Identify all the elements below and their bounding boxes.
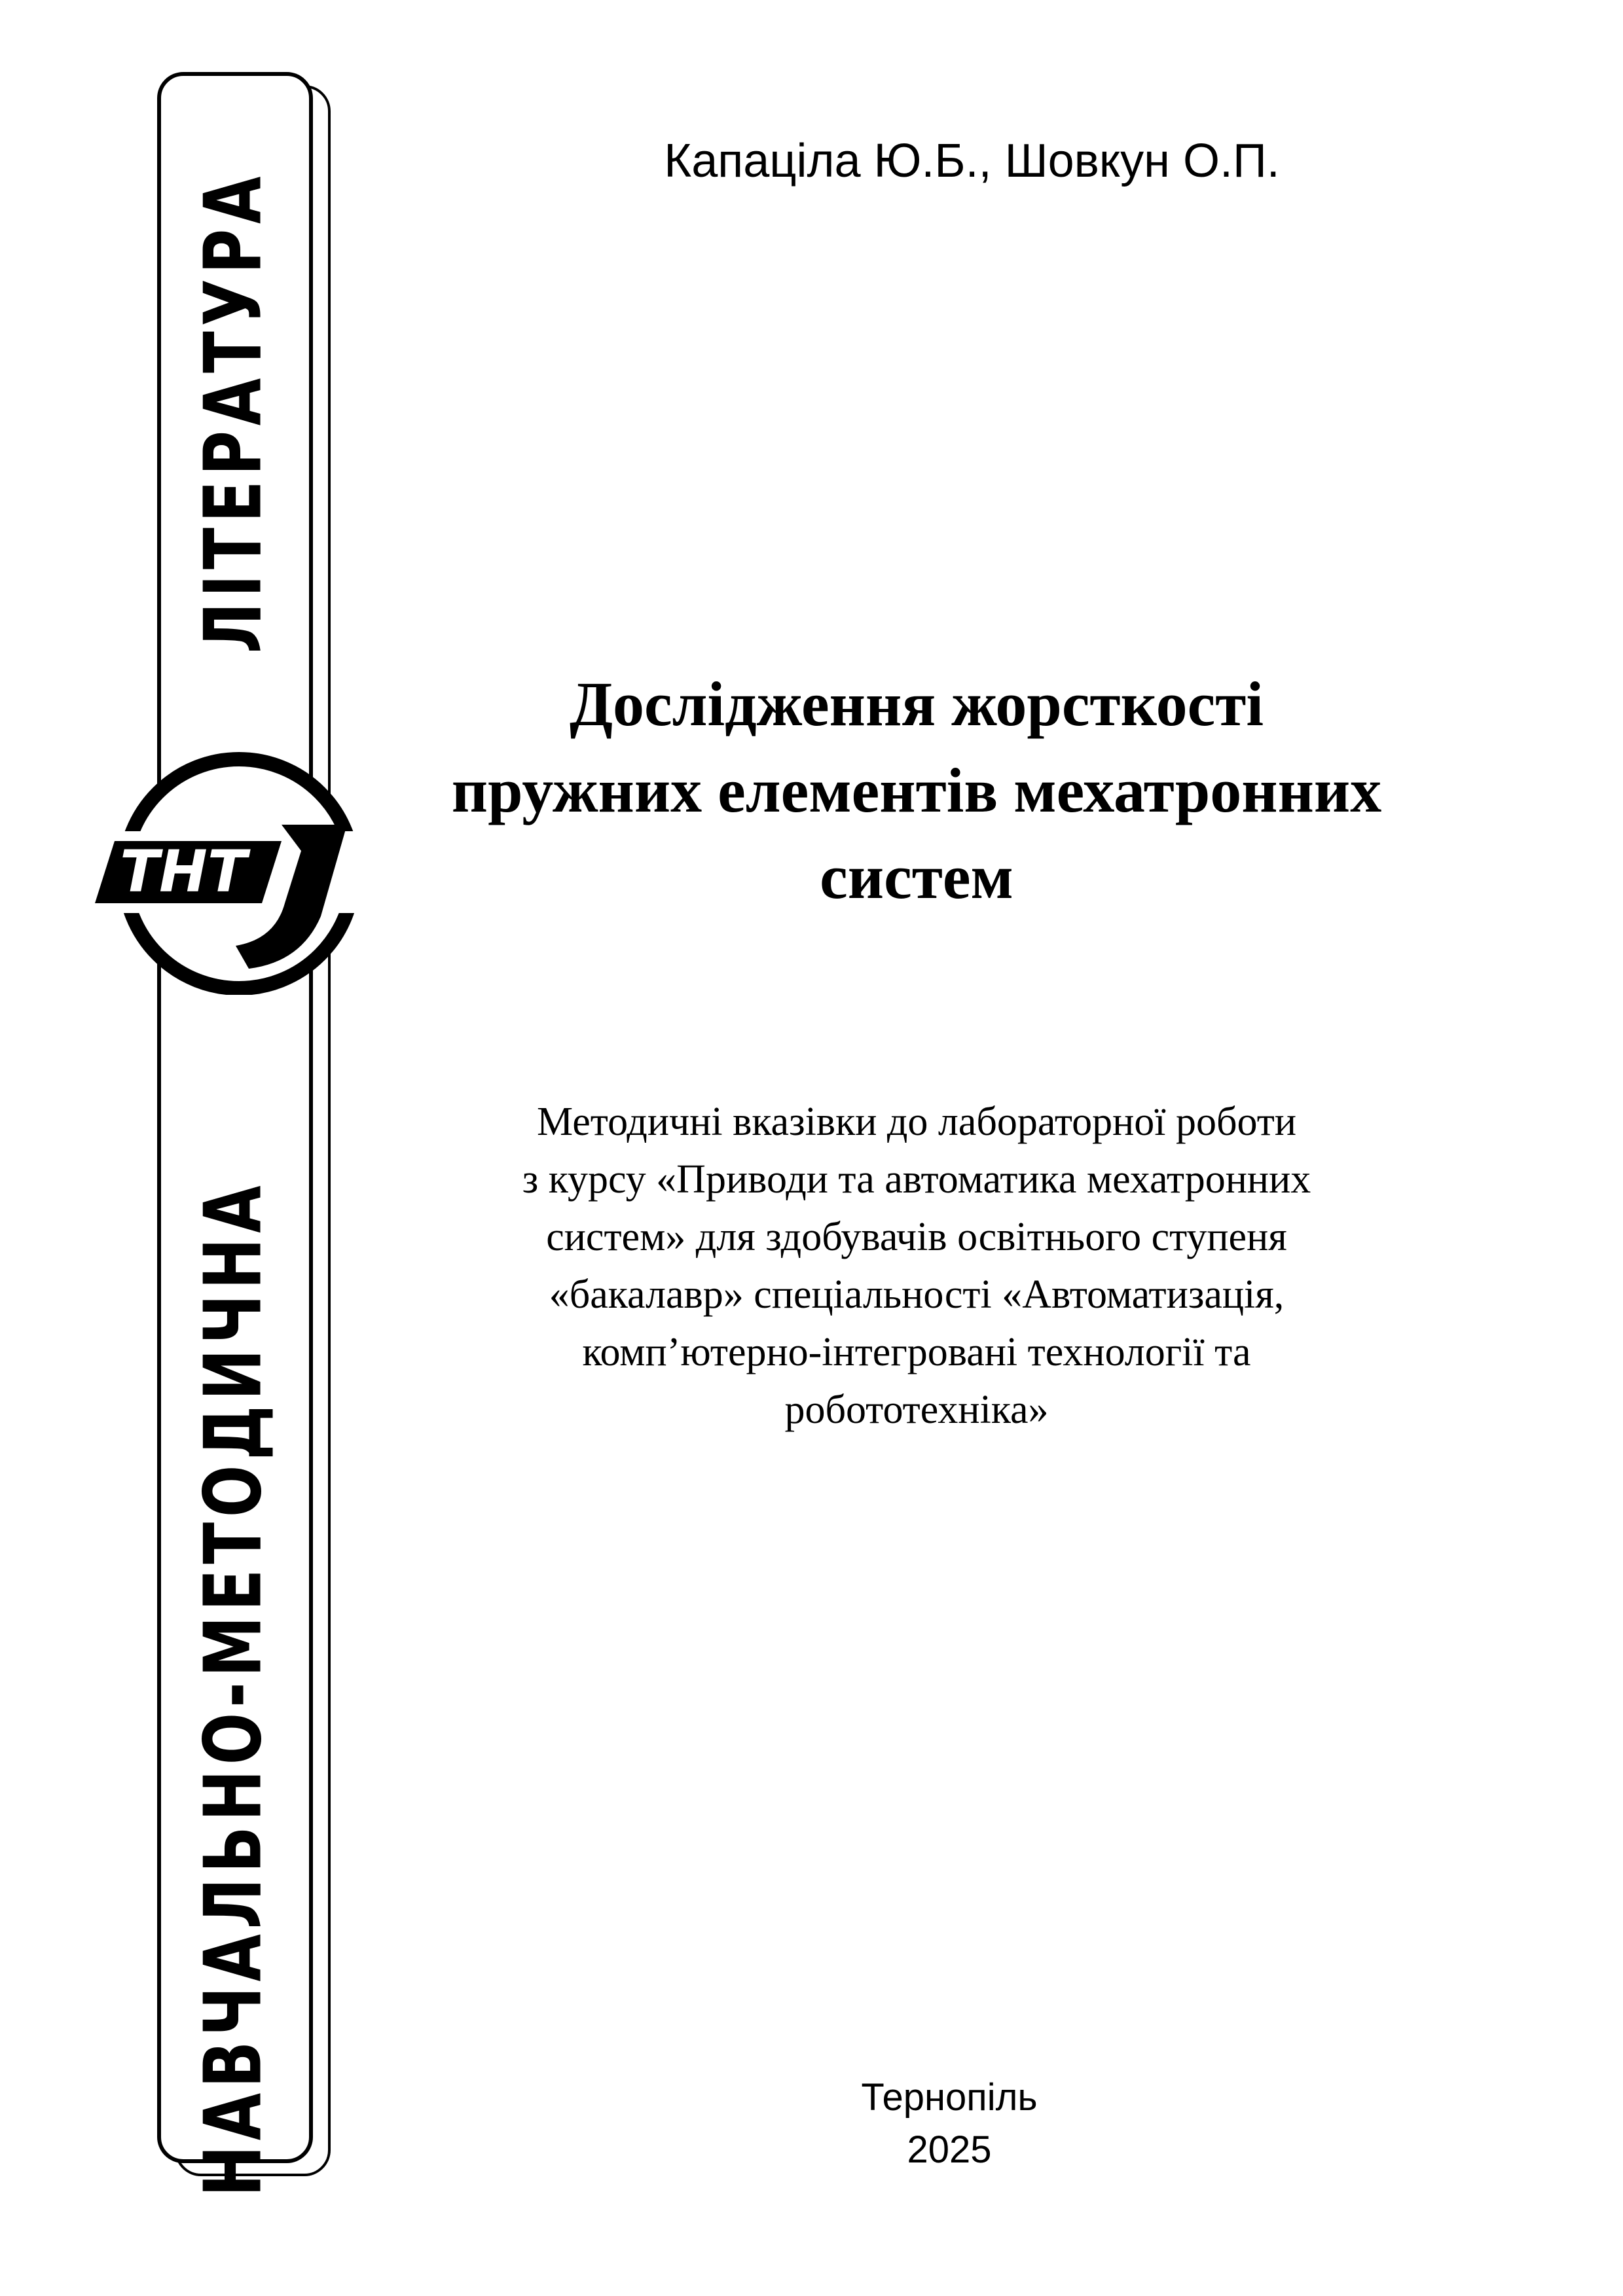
subtitle-line: Методичні вказівки до лабораторної роботи <box>536 1100 1297 1144</box>
logo-letters: ТНТ <box>120 838 247 905</box>
subtitle-line: «бакалавр» спеціальності «Автоматизація, <box>549 1272 1285 1317</box>
document-subtitle <box>419 1093 1414 1439</box>
tntu-logo-icon <box>85 746 393 995</box>
authors: Капаціла Ю.Б., Шовкун О.П. <box>664 135 1280 187</box>
subtitle-line: комп’ютерно-інтегровані технології та <box>582 1330 1251 1374</box>
publication-footer <box>812 2072 1087 2176</box>
sidebar-top-label: ЛІТЕРАТУРА <box>188 171 280 654</box>
publication-year: 2025 <box>907 2128 992 2171</box>
sidebar-bottom-label: НАВЧАЛЬНО-МЕТОДИЧНА <box>188 1180 280 2197</box>
publication-city: Тернопіль <box>861 2076 1038 2119</box>
subtitle-line: з курсу «Приводи та автоматика мехатронних <box>522 1157 1311 1202</box>
title-line: систем <box>820 842 1013 912</box>
title-line: пружних елементів мехатронних <box>451 755 1382 825</box>
title-line: Дослідження жорсткості <box>569 669 1264 739</box>
document-title <box>393 661 1440 920</box>
subtitle-line: робототехніка» <box>784 1388 1049 1432</box>
subtitle-line: систем» для здобувачів освітнього ступеня <box>546 1215 1287 1259</box>
